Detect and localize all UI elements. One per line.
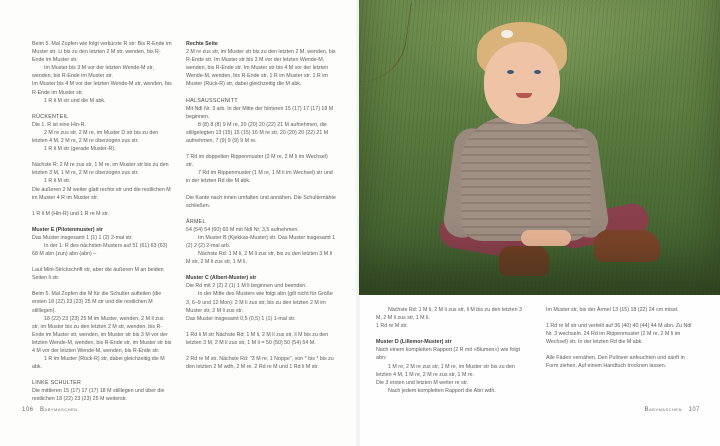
paragraph: Im Muster str, bis der Ärmel 13 (15) 18 (22) 24 cm misst. — [546, 307, 679, 313]
paragraph: In der Mitte des Musters wie folgt abn (gilt nicht für Größe 3, 6–9 und 12 Mon): 2 M li zus str, bis zu den letzten 2 M im Muster str, 2 M li zus str. — [186, 291, 333, 314]
section-heading-halsausschnitt: HALSAUSSCHNITT — [186, 97, 238, 104]
paragraph: Nach einem kompletten Rapport (2 R mit «Blumen») wie folgt abn: — [376, 347, 520, 362]
paragraph: Im Muster bis 4 M vor der letzten Wende-M str, wenden, bis R-Ende im Muster str. — [32, 81, 172, 96]
paragraph: Laut Mini-Strickschrift str, aber die äußeren M an beiden Seiten li str. — [32, 267, 164, 282]
paragraph: 1 Rd li M str — [186, 331, 215, 338]
section-heading-muster-c: Muster C (Albert-Muster) str — [186, 275, 257, 282]
paragraph: Im Muster bis 3 M vor der letzten Wende-M str, wenden, bis R-Ende im Muster str. — [32, 65, 154, 80]
section-heading-rueckenteil: RÜCKENTEIL — [32, 113, 69, 120]
running-title: Babymaschen — [644, 407, 682, 413]
paragraph: 2 Rd re M und 1 Rd li M str. — [254, 364, 319, 371]
paragraph: 1 R li M str und die M abk. — [44, 97, 106, 104]
section-heading-muster-d: Muster D (Lillemor-Muster) str — [376, 339, 452, 346]
paragraph: 7 Rd im Rippenmuster (1 M re, 1 M li im Wechsel) str und in der letzten Rd die M abk. — [186, 170, 333, 185]
photo-toddler-on-grass — [359, 0, 720, 295]
paragraph: Alle Fäden vernähen. Den Pullover anfeuchten und sanft in Form ziehen. Auf einem Handtuch trocknen lassen. — [546, 355, 685, 370]
paragraph: 1 Rd re M str und verteilt auf 36 (40) 40 (44) 44 M abn. Zu Ndl Nr. 3 wechseln. 24 Rd im Rippenmuster (2 M re, 2 M li im Wechsel) str. In der letzten Rd die M abk. — [546, 323, 692, 346]
left-page — [0, 0, 359, 446]
paragraph: Die Kante nach innen umfalten und annähen. Die Schulternähte schließen. — [186, 194, 336, 209]
paragraph: Mit Ndl Nr. 3 arb. In der Mitte der hinteren 15 (17) 17 (17) 18 M beginnen. — [186, 105, 334, 120]
paragraph: 1 R im Muster (Rück-R) str, dabei gleichzeitig die M abk. — [32, 356, 165, 371]
paragraph: Im Muster B (Kjekkas-Muster) str. Das Muster insgesamt 1 (2) 2 (2) 2-mal arb. — [186, 234, 336, 249]
paragraph: 1 R li M str. — [44, 178, 71, 185]
text-column-4 — [546, 306, 696, 379]
page-number: 107 — [688, 407, 700, 413]
section-heading-linke-schulter: LINKE SCHULTER — [32, 380, 82, 387]
paragraph: 7 Rd im doppelten Rippenmuster (2 M re, 2 M li im Wechsel) str. — [186, 154, 328, 169]
text-column-1 — [32, 40, 172, 412]
text-column-3 — [376, 306, 526, 403]
paragraph: 2 M re zus str, im Muster str bis zu den letzten 2 M, wenden, bis R-Ende str. Im Muster str bis 3 M vor der letzten Wende-M, wenden, bis R-Ende str. Im Muster str bis 4 M vor der letzten Wende-M, wenden, bis R-Ende str. 1 R im Muster str. 1 R im Muster (Rück-R) str, dabei gleichzeitig die M abk. — [186, 49, 336, 88]
paragraph: Die 3 ersten und letzten M weiter re str. — [376, 379, 469, 386]
paragraph: 1 R li M str (gerade Muster-R). — [44, 146, 116, 153]
paragraph: 1 R li M (Hin-R) und 1 R re M str. — [32, 210, 110, 217]
running-title: Babymaschen — [40, 407, 78, 413]
book-gutter — [355, 0, 361, 446]
page-footer-left — [22, 407, 78, 413]
paragraph: Nächste R: 2 M re zus str, 1 M re, im Muster str bis zu den letzten 3 M, 1 M re, 2 M re überzogen zus str. — [32, 162, 169, 177]
page-number: 106 — [22, 407, 34, 413]
page-footer-right — [644, 407, 700, 413]
paragraph: Beim 5. Mal Zopfen wie folgt verkürzte R str: Bis R-Ende im Muster str. Li bis zu den letzten 2 M str, wenden, bis R-Ende im Muster str. — [32, 41, 172, 64]
text-column-2 — [186, 40, 336, 379]
section-heading-muster-e: Muster E (Pilotenmuster) str — [32, 226, 103, 233]
paragraph: Die mittleren 15 (17) 17 (17) 18 M stilllegen und über die restlichen 18 (22) 23 (23) 25 M weiterstr. — [32, 388, 165, 403]
paragraph: Nächste Rd: 1 M li, 2 M li zus str, bis zu den letzten 3 M li M str, 2 M li zus str, 1 M li. — [186, 251, 332, 266]
paragraph: 54 (54) 54 (60) 60 M mit Ndl Nr. 3,5 aufnehmen. — [186, 226, 299, 233]
paragraph: Die 1. R ist eine Hin-R. — [32, 121, 86, 128]
paragraph: 1 Rd re M str. — [376, 323, 408, 330]
paragraph: Nächste Rd: 1 M li, 2 M li zus str, li M bis zu den letzten 3 M, 2 M li zus str, 1 M li = 50 (50) 50 (54) 54 M. — [186, 331, 329, 346]
paragraph: Die äußeren 2 M weiter glatt rechts str und die restlichen M im Muster 4 R im Muster str. — [32, 186, 171, 201]
paragraph: Nächste Rd: "3 M re, 1 Noppe", von * bis * bis zu den letzten 2 M wdh, 2 M re. — [186, 356, 334, 371]
section-heading-rechte-seite: Rechte Seite — [186, 41, 218, 47]
paragraph: 1 M re, 2 M re zus str, 1 M re, im Muster str bis zu den letzten 4 M, 1 M re, 2 M re zus str, 1 M re. — [376, 363, 515, 378]
paragraph: 2 Rd re M str. — [186, 356, 218, 362]
paragraph: 2 M re zus str, 2 M re, im Muster D str bis zu den letzten 4 M, 2 M re, 2 M re überzogen zus str. — [32, 129, 159, 145]
paragraph: Das Muster insgesamt 0,5 (0,5) 1 (1) 1-mal str. — [186, 315, 296, 322]
paragraph: Das Muster insgesamt 1 (1) 1 (2) 2-mal str. — [32, 234, 133, 241]
paragraph: Nächste Rd: 1 M li, 2 M li zus str, li M bis zu den letzten 3 M, 2 M li zus str, 1 M li. — [376, 307, 522, 322]
paragraph: Nach jedem kompletten Rapport die Abn wdh. — [388, 387, 496, 394]
photo-vignette — [359, 0, 720, 295]
paragraph: In der 1. R des nächsten Musters auf 51 (61) 63 (63) 68 M abn (zun) abn (abn) – — [32, 242, 168, 258]
paragraph: Beim 5. Mal Zopfen die M für die Schulter aufteilen (die ersten 18 (22) 23 (23) 25 M str und die restlichen M stilllegen). — [32, 291, 162, 314]
paragraph: Die Rd mit 2 (2) 2 (1) 1 M li beginnen und beenden. — [186, 283, 307, 290]
paragraph: 18 (22) 23 (23) 25 M im Muster, wenden, 2 M li zus str, im Muster bis zu den letzten 2 M str, wenden, bis R-Ende im Muster str, wenden, im Muster str bis 3 M vor der letzten Wende-M, wenden, bis R-Ende str, im Muster str bis 4 M vor der letzten Wende-M, wenden, bis R-Ende str. — [32, 315, 172, 354]
paragraph: 8 (8) 8 (8) 9 M re, 20 (20) 20 (22) 21 M aufnehmen, die stillgelegten 13 (15) 15 (15) 16 M re str, 20 (20) 20 (22) 21 M aufnehmen, 7 (9) 9 (9) 9 M re. — [186, 121, 329, 145]
section-heading-aermel: ÄRMEL — [186, 218, 206, 225]
